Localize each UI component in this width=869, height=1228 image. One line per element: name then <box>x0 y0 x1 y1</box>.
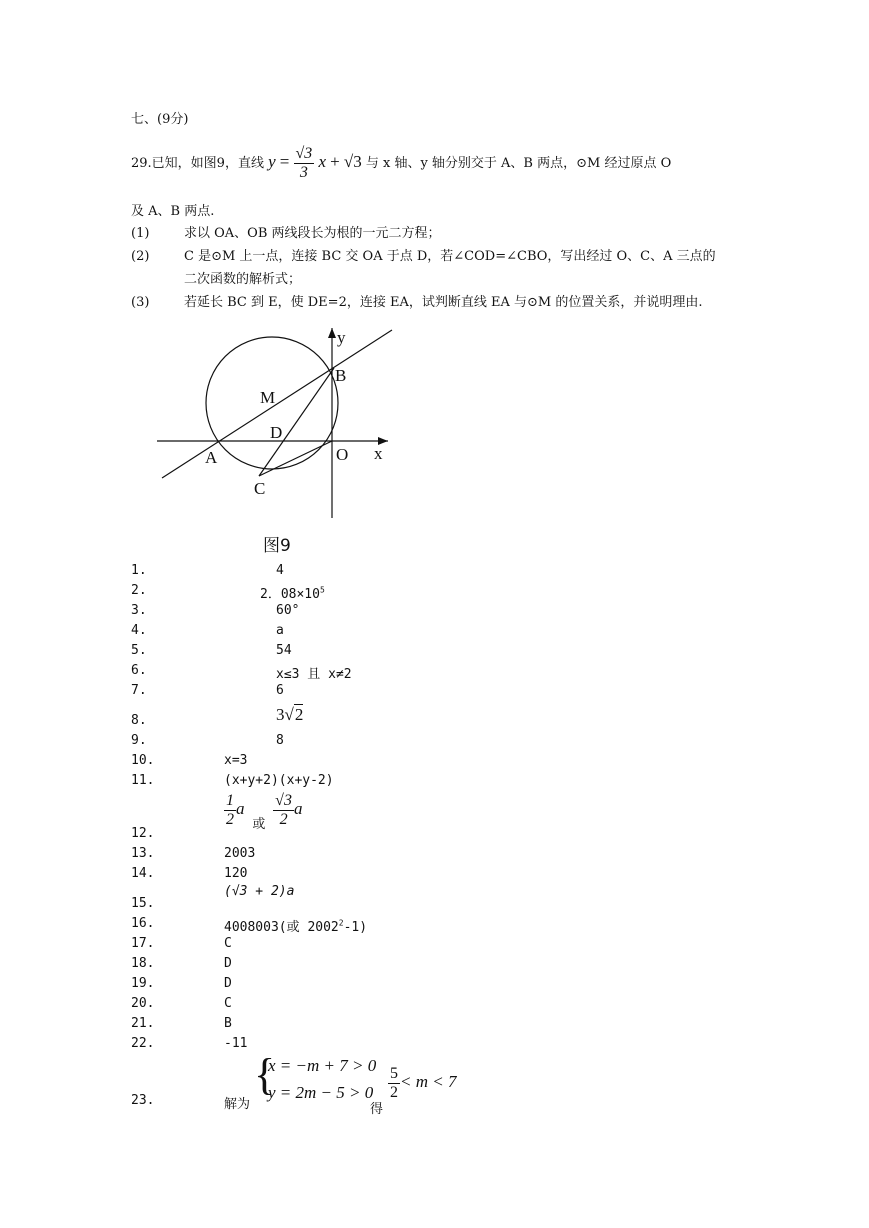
equation-fraction-den: 3 <box>299 164 308 181</box>
equation-x: x <box>318 152 326 171</box>
answer-value: 54 <box>276 643 292 658</box>
answer-number: 19. <box>131 976 155 991</box>
answer-value-exponent: 5 <box>319 585 325 595</box>
answer-number: 14. <box>131 866 155 881</box>
fraction-den: 2 <box>390 1084 398 1101</box>
answer-value: (x+y+2)(x+y-2) <box>224 773 334 788</box>
fraction-den: 2 <box>279 811 288 828</box>
line-ab <box>162 330 392 478</box>
label-a: A <box>205 448 218 467</box>
answer-number: 20. <box>131 996 155 1011</box>
figure-9-diagram <box>0 0 869 560</box>
section-heading: 七、(9分) <box>131 112 189 127</box>
answer-number: 9. <box>131 733 147 748</box>
answer-number: 7. <box>131 683 147 698</box>
answer-number: 21. <box>131 1016 155 1031</box>
y-axis-arrow-icon <box>328 328 336 338</box>
answer-value: D <box>224 956 232 971</box>
answer-value: 120 <box>224 866 248 881</box>
equation-equals: = <box>279 152 290 171</box>
answer-number: 12. <box>131 826 155 841</box>
system-eq-2: y = 2m − 5 > 0 <box>268 1083 374 1102</box>
part-text: C 是⊙M 上一点，连接 BC 交 OA 于点 D，若∠COD=∠CBO，写出经过 O、C、A 三点的 <box>184 249 716 264</box>
fraction-num: √3 <box>275 792 292 809</box>
answer-value: 4 <box>276 563 284 578</box>
answer-inequality <box>388 1066 456 1101</box>
problem-statement-line2: 及 A、B 两点. <box>131 204 215 219</box>
part-text: 若延长 BC 到 E，使 DE=2，连接 EA，试判断直线 EA 与⊙M 的位置关系，并说明理由. <box>184 295 703 310</box>
answer-number: 17. <box>131 936 155 951</box>
part-text: 求以 OA、OB 两线段长为根的一元二方程； <box>184 226 441 241</box>
problem-lead: 29.已知，如图9，直线 <box>131 156 264 171</box>
answer-fraction <box>273 793 294 828</box>
answer-value-tail: -1) <box>343 920 368 935</box>
label-d: D <box>270 423 283 442</box>
label-c: C <box>254 479 266 498</box>
label-x: x <box>374 444 383 463</box>
label-o: O <box>336 445 349 464</box>
equation-fraction-num: √3 <box>295 145 313 162</box>
label-b: B <box>335 366 347 385</box>
fraction-num: 1 <box>226 792 234 809</box>
answer-number: 16. <box>131 916 155 931</box>
answer-value: x=3 <box>224 753 248 768</box>
equation-const: √3 <box>343 152 362 171</box>
answer-number: 22. <box>131 1036 155 1051</box>
answer-value <box>276 704 303 725</box>
answer-value: a <box>276 623 284 638</box>
answer-value: D <box>224 976 232 991</box>
answer-number: 3. <box>131 603 147 618</box>
answer-value: 8 <box>276 733 284 748</box>
figure-caption: 图9 <box>263 536 291 556</box>
answer-value: 6 <box>276 683 284 698</box>
answer-de: 得 <box>370 1102 384 1117</box>
answer-number: 10. <box>131 753 155 768</box>
answer-value: C <box>224 996 232 1011</box>
brace-icon: { <box>254 1050 276 1099</box>
answer-number: 2. <box>131 583 147 598</box>
answer-fraction <box>388 1066 400 1101</box>
segment-co <box>259 441 332 476</box>
answer-number: 11. <box>131 773 155 788</box>
equation-y: y <box>268 152 276 171</box>
part-number: (1) <box>131 226 150 241</box>
answer-prefix: 解为 <box>224 1097 251 1112</box>
answer-number: 4. <box>131 623 147 638</box>
answer-value: B <box>224 1016 232 1031</box>
label-y: y <box>337 328 346 347</box>
answer-value: 2003 <box>224 846 256 861</box>
answer-coefficient: 3 <box>276 705 285 724</box>
answer-number: 15. <box>131 896 155 911</box>
answer-fraction <box>224 793 236 828</box>
answer-number: 13. <box>131 846 155 861</box>
answer-value <box>224 916 367 935</box>
label-m: M <box>260 388 276 407</box>
answer-number: 8. <box>131 713 147 728</box>
fraction-var: a <box>236 799 245 818</box>
segment-bc <box>259 368 334 476</box>
answer-or: 或 <box>252 817 266 832</box>
fraction-den: 2 <box>226 811 234 828</box>
problem-part-2-continued: 二次函数的解析式； <box>184 272 302 287</box>
answer-radicand: 2 <box>294 705 304 724</box>
answer-value <box>224 793 302 832</box>
equation-plus: + <box>330 152 340 171</box>
answer-number: 23. <box>131 1093 155 1108</box>
answer-value-exponent: 2 <box>338 918 344 928</box>
system-eq-1: x = −m + 7 > 0 <box>268 1056 377 1075</box>
answer-value-base: 2．08×10 <box>260 587 320 602</box>
radical-icon: √ <box>284 705 294 724</box>
inequality-tail: < m < 7 <box>400 1072 457 1091</box>
answer-value: 60° <box>276 603 300 618</box>
answer-value: x≤3 且 x≠2 <box>276 667 352 682</box>
answer-value: -11 <box>224 1036 248 1051</box>
problem-tail: 与 x 轴、y 轴分别交于 A、B 两点，⊙M 经过原点 O <box>365 156 672 171</box>
part-number: (2) <box>131 249 150 264</box>
answer-value <box>260 583 325 602</box>
answer-value-base: 4008003(或 2002 <box>224 920 339 935</box>
answer-value: C <box>224 936 232 951</box>
answer-number: 6. <box>131 663 147 678</box>
answer-number: 18. <box>131 956 155 971</box>
part-number: (3) <box>131 295 150 310</box>
answer-value: (√3 + 2)a <box>224 884 295 899</box>
answer-number: 5. <box>131 643 147 658</box>
fraction-num: 5 <box>390 1065 398 1082</box>
answer-number: 1. <box>131 563 147 578</box>
fraction-var: a <box>293 799 303 818</box>
